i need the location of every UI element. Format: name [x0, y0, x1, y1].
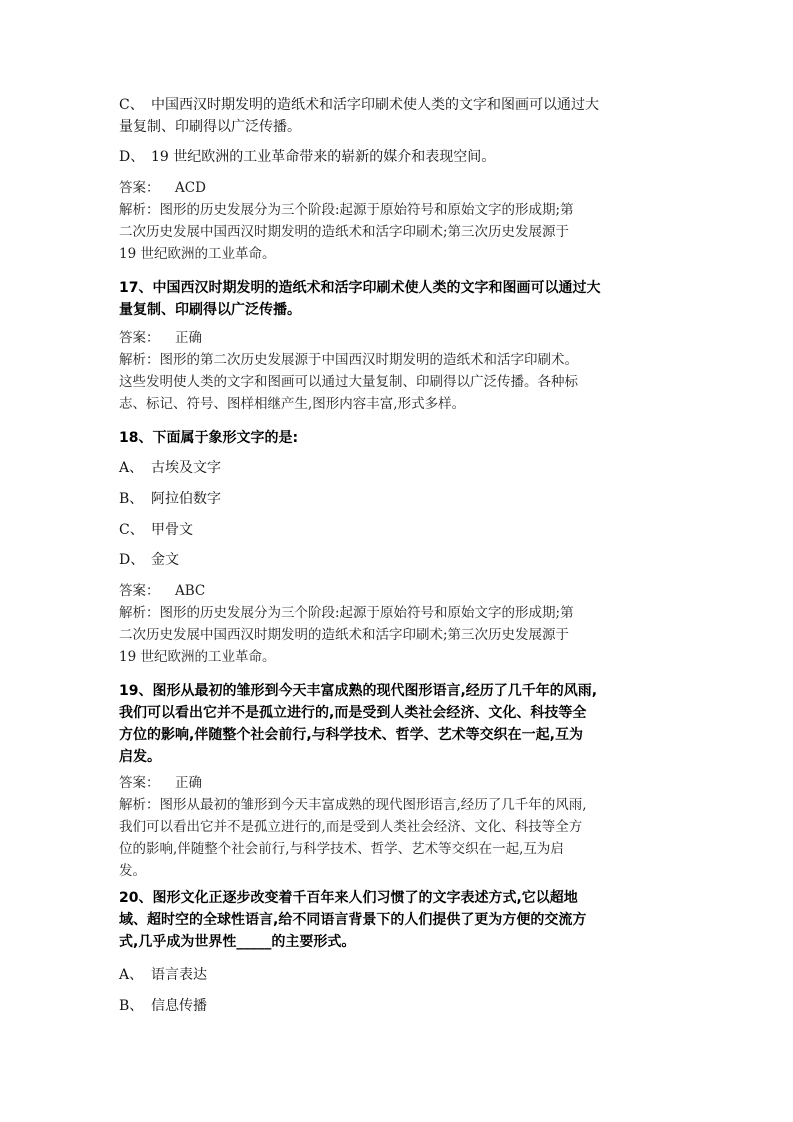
- option-letter: B、: [119, 491, 144, 507]
- answer-label: 答案：: [119, 330, 160, 346]
- question-line: 17、中国西汉时期发明的造纸术和活字印刷术使人类的文字和图画可以通过大: [119, 280, 601, 296]
- option-text-line-2: 量复制、印刷得以广泛传播。: [119, 119, 301, 135]
- option-letter: C、: [119, 97, 144, 113]
- explanation-line: 我们可以看出它并不是孤立进行的,而是受到人类社会经济、文化、科技等全方: [119, 819, 583, 835]
- explanation-line: 二次历史发展中国西汉时期发明的造纸术和活字印刷术;第三次历史发展源于: [119, 224, 570, 240]
- explanation-19: [119, 794, 679, 882]
- option-letter: D、: [119, 149, 145, 165]
- question-line: 19、图形从最初的雏形到今天丰富成熟的现代图形语言,经历了几千年的风雨,: [119, 683, 598, 699]
- question-line: 域、超时空的全球性语言,给不同语言背景下的人们提供了更为方便的交流方: [119, 912, 587, 928]
- explanation-line: 解析：图形的历史发展分为三个阶段:起源于原始符号和原始文字的形成期;第: [119, 202, 574, 218]
- option-letter: A、: [119, 967, 144, 983]
- answer-16: [119, 177, 679, 199]
- question-17: [119, 277, 679, 321]
- option-d-prev: [119, 146, 679, 168]
- answer-value: 正确: [175, 330, 202, 346]
- answer-value: ABC: [175, 583, 206, 599]
- explanation-line: 解析：图形从最初的雏形到今天丰富成熟的现代图形语言,经历了几千年的风雨,: [119, 797, 587, 813]
- explanation-18: [119, 602, 679, 668]
- answer-19: [119, 772, 679, 794]
- question-line: 20、图形文化正逐步改变着千百年来人们习惯了的文字表述方式,它以超地: [119, 890, 578, 906]
- explanation-line: 志、标记、符号、图样相继产生,图形内容丰富,形式多样。: [119, 396, 466, 412]
- question-19: [119, 680, 679, 768]
- option-text: 19 世纪欧洲的工业革命带来的崭新的媒介和表现空间。: [151, 149, 496, 165]
- explanation-line: 发。: [119, 863, 146, 879]
- option-a: [119, 457, 679, 479]
- option-text: 甲骨文: [151, 522, 193, 538]
- answer-label: 答案：: [119, 180, 160, 196]
- explanation-line: 二次历史发展中国西汉时期发明的造纸术和活字印刷术;第三次历史发展源于: [119, 627, 570, 643]
- question-18: [119, 427, 679, 449]
- option-b: [119, 995, 679, 1017]
- option-text: 语言表达: [151, 967, 207, 983]
- explanation-line: 19 世纪欧洲的工业革命。: [119, 649, 276, 665]
- question-line: 式,几乎成为世界性_____的主要形式。: [119, 934, 356, 950]
- answer-17: [119, 327, 679, 349]
- answer-18: [119, 580, 679, 602]
- option-d: [119, 549, 679, 571]
- option-text: 古埃及文字: [151, 460, 221, 476]
- explanation-16: [119, 199, 679, 265]
- explanation-line: 解析：图形的历史发展分为三个阶段:起源于原始符号和原始文字的形成期;第: [119, 605, 574, 621]
- question-line: 我们可以看出它并不是孤立进行的,而是受到人类社会经济、文化、科技等全: [119, 705, 587, 721]
- question-line: 方位的影响,伴随整个社会前行,与科学技术、哲学、艺术等交织在一起,互为: [119, 727, 583, 743]
- option-c: [119, 519, 679, 541]
- option-text: 阿拉伯数字: [151, 491, 221, 507]
- answer-value: ACD: [175, 180, 206, 196]
- option-letter: C、: [119, 522, 144, 538]
- option-text: 信息传播: [151, 998, 207, 1014]
- explanation-17: [119, 349, 679, 415]
- option-letter: D、: [119, 552, 145, 568]
- option-letter: B、: [119, 998, 144, 1014]
- explanation-line: 解析：图形的第二次历史发展源于中国西汉时期发明的造纸术和活字印刷术。: [119, 352, 578, 368]
- answer-label: 答案：: [119, 775, 160, 791]
- question-line: 18、下面属于象形文字的是:: [119, 430, 299, 446]
- explanation-line: 19 世纪欧洲的工业革命。: [119, 246, 276, 262]
- option-text-line-1: 中国西汉时期发明的造纸术和活字印刷术使人类的文字和图画可以通过大: [151, 97, 599, 113]
- option-letter: A、: [119, 460, 144, 476]
- explanation-line: 位的影响,伴随整个社会前行,与科学技术、哲学、艺术等交织在一起,互为启: [119, 841, 564, 857]
- option-c-prev: [119, 94, 679, 138]
- option-text: 金文: [151, 552, 179, 568]
- answer-label: 答案：: [119, 583, 160, 599]
- option-a: [119, 964, 679, 986]
- question-20: [119, 887, 679, 953]
- question-line: 量复制、印刷得以广泛传播。: [119, 302, 301, 318]
- explanation-line: 这些发明使人类的文字和图画可以通过大量复制、印刷得以广泛传播。各种标: [119, 374, 578, 390]
- answer-value: 正确: [175, 775, 202, 791]
- question-line: 启发。: [119, 749, 161, 765]
- option-b: [119, 488, 679, 510]
